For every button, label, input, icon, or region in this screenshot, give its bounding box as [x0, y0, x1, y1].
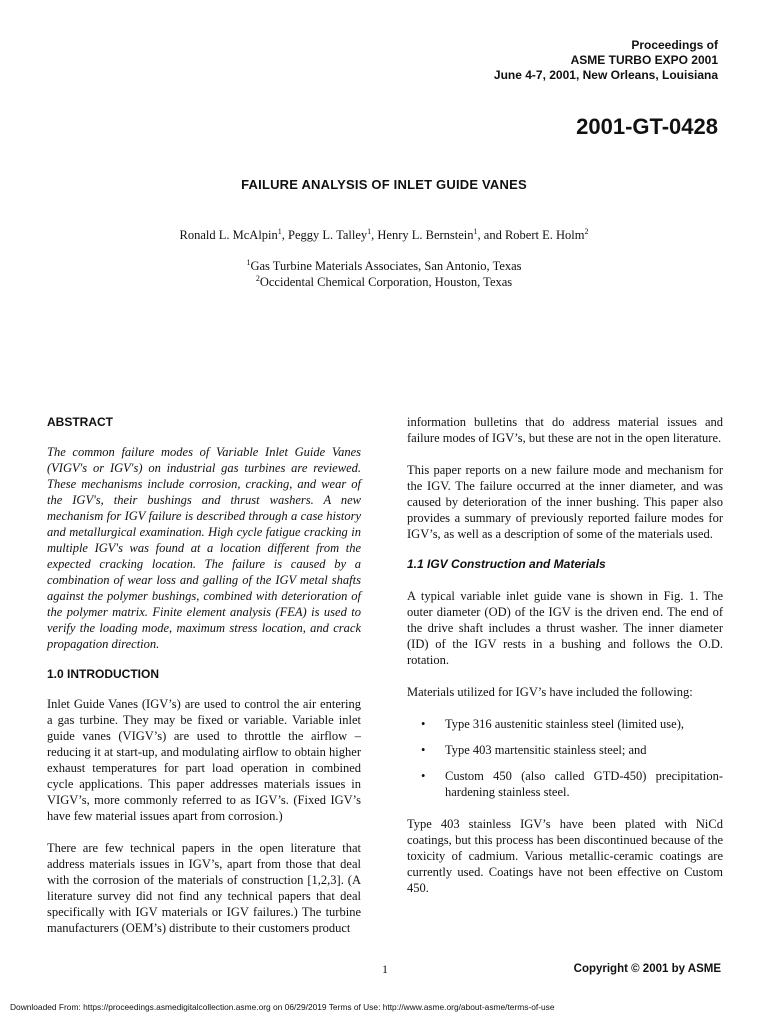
list-item: • Type 403 martensitic stainless steel; and [421, 743, 647, 757]
materials-list [407, 716, 723, 800]
affiliation-mark: 2 [255, 273, 260, 283]
author-affil-mark: 1 [277, 226, 282, 236]
list-item: • Type 316 austenitic stainless steel (limited use), [421, 717, 685, 731]
type403-paragraph: Type 403 stainless IGV’s have been plated with NiCd coatings, but this process has been discontinued because of the toxicity of cadmium. Various metallic-ceramic coatings are currently used. Coatings have not been effective on Custom 450. [407, 817, 723, 895]
right-column [407, 414, 723, 896]
author-affil-mark: 1 [367, 226, 372, 236]
affiliation-mark: 1 [246, 257, 251, 267]
paper-number: 2001-GT-0428 [576, 114, 718, 139]
author-separator: , [281, 228, 289, 242]
continued-paragraph: information bulletins that do address material issues and failure modes of IGV’s, but these are not in the open literature. [407, 415, 723, 445]
author-name: Peggy L. Talley [288, 228, 368, 242]
author-separator: , [371, 228, 378, 242]
bullet-icon: • [421, 743, 426, 757]
author-list [0, 228, 768, 243]
introduction-heading: 1.0 INTRODUCTION [47, 667, 160, 681]
conference-header [494, 38, 718, 83]
conference-date-location: June 4-7, 2001, New Orleans, Louisiana [493, 68, 718, 82]
introduction-paragraph-2: There are few technical papers in the open literature that address materials issues in IGV’s, apart from those that deal with the corrosion of the materials of construction [1,2,3]. (A literature survey did not find any technical papers that deal specifically with IGV materials or IGV failures.) The turbine manufacturers (OEM’s) distribute to their customers product [47, 841, 361, 935]
materials-intro-paragraph: Materials utilized for IGV’s have included the following: [407, 685, 693, 699]
download-notice: Downloaded From: https://proceedings.asmedigitalcollection.asme.org on 06/29/2019 Terms of Use: http://www.asme.org/about-asme/terms-of-use [10, 1002, 555, 1012]
conference-name: ASME TURBO EXPO 2001 [570, 53, 718, 67]
vane-description-paragraph: A typical variable inlet guide vane is shown in Fig. 1. The outer diameter (OD) of the IGV is the driven end. The end of the drive shaft includes a thrust washer. The inner diameter (ID) of the IGV rests in a bushing and follows the O.D. rotation. [407, 589, 723, 667]
affiliation-text: Gas Turbine Materials Associates, San Antonio, Texas [250, 259, 522, 273]
left-column [47, 414, 361, 936]
author-affil-mark: 2 [584, 226, 589, 236]
copyright-notice: Copyright © 2001 by ASME [573, 963, 721, 975]
page-number: 1 [382, 962, 388, 976]
author-name: Ronald L. McAlpin [179, 228, 278, 242]
affiliation-text: Occidental Chemical Corporation, Houston, Texas [259, 275, 513, 289]
proceedings-label: Proceedings of [631, 38, 718, 52]
paper-title: FAILURE ANALYSIS OF INLET GUIDE VANES [241, 177, 527, 192]
author-name: Henry L. Bernstein [377, 228, 474, 242]
construction-subheading: 1.1 IGV Construction and Materials [407, 557, 606, 571]
affiliation-2 [0, 275, 768, 290]
abstract-text: The common failure modes of Variable Inlet Guide Vanes (VIGV's or IGV's) on industrial gas turbines are reviewed. These mechanisms include corrosion, cracking, and wear of the IGV's, their bushings and thrust washers. A new mechanism for IGV failure is described through a case history and metallurgical examination. High cycle fatigue cracking in multiple IGV's was found at a location different from the expected cracking location. The failure is caused by a combination of wear loss and galling of the IGV metal shafts against the polymer bushings, combined with deterioration of the polymer matrix. Finite element analysis (FEA) is used to verify the loading mode, maximum stress location, and crack propagation direction. [47, 445, 361, 651]
list-item: • Custom 450 (also called GTD-450) precipitation-hardening stainless steel. [421, 769, 723, 799]
author-name: Robert E. Holm [504, 228, 585, 242]
author-affil-mark: 1 [473, 226, 478, 236]
abstract-heading: ABSTRACT [47, 415, 113, 429]
introduction-paragraph-1: Inlet Guide Vanes (IGV’s) are used to control the air entering a gas turbine. They may be fixed or variable. Variable inlet guide vanes (VIGV’s) are used to throttle the airflow – reducing it at start-up, and modulating airflow to obtain higher exhaust temperatures for part load operation in combined cycle applications. This paper addresses materials issues in VIGV’s, more commonly referred to as IGV’s. (Fixed IGV’s have few material issues apart from corrosion.) [47, 697, 361, 823]
bullet-icon: • [421, 769, 426, 783]
report-paragraph: This paper reports on a new failure mode and mechanism for the IGV. The failure occurred at the inner diameter, and was caused by deterioration of the inner bushing. This paper also provides a summary of previously reported failure modes for IGV’s, as well as a description of some of the materials used. [407, 463, 723, 541]
bullet-icon: • [421, 717, 426, 731]
affiliation-1 [0, 259, 768, 274]
author-separator: , and [477, 228, 505, 242]
